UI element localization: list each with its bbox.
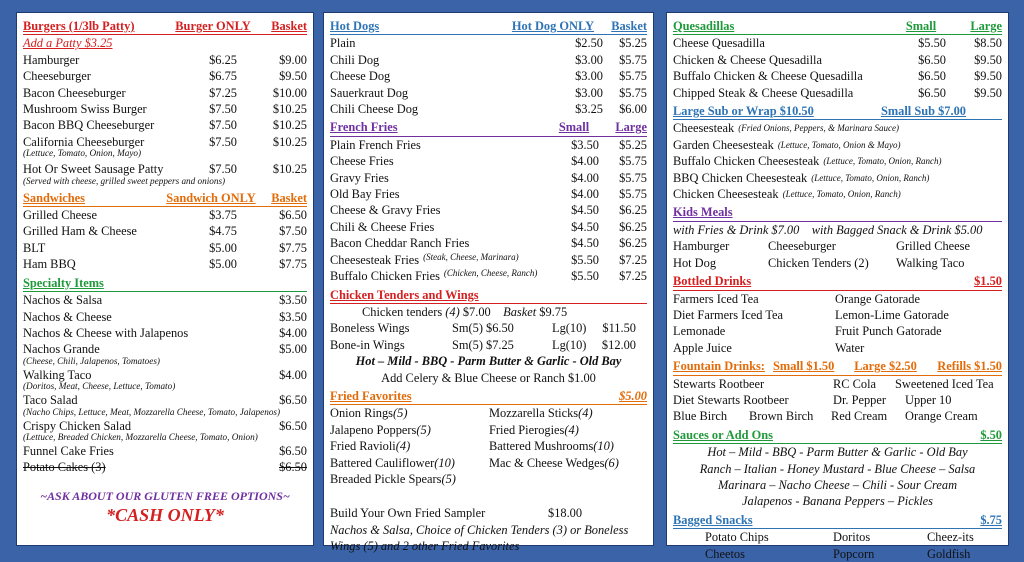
fried-item bbox=[330, 438, 489, 454]
item-name: Bacon Cheddar Ranch Fries bbox=[330, 236, 470, 251]
price-large: $5.25 bbox=[619, 137, 647, 152]
item-note: (Lettuce, Breaded Chicken, Mozzarella Cheese, Tomato, Onion) bbox=[23, 431, 258, 442]
bottled-drink: Water bbox=[835, 340, 865, 355]
menu-item bbox=[330, 101, 647, 117]
item-name: Nachos & Cheese with Jalapenos bbox=[23, 325, 189, 340]
sauce-line: Jalapenos - Banana Peppers – Pickles bbox=[742, 494, 933, 509]
menu-item bbox=[330, 235, 647, 251]
price-small: $7.25 bbox=[209, 85, 237, 100]
item-qty: (10) bbox=[434, 455, 455, 470]
price-large: $6.25 bbox=[619, 203, 647, 218]
menu-item bbox=[23, 85, 307, 101]
item-price: $6.50 bbox=[279, 443, 307, 458]
item-name: Sauerkraut Dog bbox=[330, 85, 409, 100]
price-large: $6.25 bbox=[619, 219, 647, 234]
item-qty: (4) bbox=[395, 439, 411, 454]
price-small: $5.50 bbox=[571, 269, 599, 284]
price-small: $7.50 bbox=[209, 102, 237, 117]
menu-item bbox=[330, 170, 647, 186]
gluten-free-note: ~ASK ABOUT OUR GLUTEN FREE OPTIONS~ bbox=[40, 488, 290, 503]
burgers-header: Burgers (1/3lb Patty) Burger ONLY Basket bbox=[23, 18, 307, 35]
kids-item: Hot Dog bbox=[673, 255, 717, 270]
california-note: (Lettuce, Tomato, Onion, Mayo) bbox=[23, 148, 142, 159]
price-large: $10.25 bbox=[272, 134, 307, 149]
price-large: $5.75 bbox=[619, 52, 647, 67]
price-large: $7.75 bbox=[279, 257, 307, 272]
item-name: Mushroom Swiss Burger bbox=[23, 102, 147, 117]
item-qty: (5) bbox=[393, 406, 408, 421]
price-small: $2.50 bbox=[575, 36, 603, 51]
price-small: $6.25 bbox=[209, 52, 237, 67]
item-name: California Cheeseburger bbox=[23, 134, 145, 149]
item-name: Plain bbox=[330, 36, 356, 51]
sub-item bbox=[673, 170, 1002, 186]
price-small: $4.50 bbox=[571, 219, 599, 234]
specialty-header: Specialty Items bbox=[23, 275, 307, 292]
price-large: $7.25 bbox=[619, 252, 647, 267]
menu-item bbox=[330, 219, 647, 235]
item-note: (Lettuce, Tomato, Onion, Ranch) bbox=[811, 172, 930, 183]
item-name: Hamburger bbox=[23, 52, 80, 67]
item-note: (Lettuce, Tomato, Onion, Ranch) bbox=[782, 189, 901, 200]
price-small: $4.00 bbox=[571, 187, 599, 202]
menu-item bbox=[330, 137, 647, 153]
snack-item: Cheez-its bbox=[927, 530, 974, 545]
item-qty: (6) bbox=[604, 455, 619, 470]
add-patty-note: Add a Patty $3.25 bbox=[23, 36, 113, 51]
item-price: $4.00 bbox=[279, 367, 307, 382]
item-qty: (4) bbox=[564, 422, 579, 437]
price-small: $3.75 bbox=[209, 208, 237, 223]
item-name: Fried Pierogies bbox=[489, 422, 565, 437]
price-small: $3.00 bbox=[575, 69, 603, 84]
fried-item bbox=[489, 438, 619, 454]
menu-item bbox=[23, 52, 307, 68]
fountain-drink: Brown Birch bbox=[749, 409, 814, 424]
menu-item bbox=[330, 186, 647, 202]
fountain-row bbox=[673, 408, 1002, 424]
fountain-header: Fountain Drinks: Small $1.50 Large $2.50 Refills $1.50 bbox=[673, 358, 1002, 375]
sampler-row: Build Your Own Fried Sampler $18.00 bbox=[330, 506, 583, 521]
bottled-drink: Farmers Iced Tea bbox=[673, 291, 759, 306]
kids-options: with Fries & Drink $7.00 with Bagged Snack & Drink $5.00 bbox=[673, 222, 983, 237]
item-name: Mac & Cheese Wedges bbox=[489, 455, 605, 470]
item-name: Nachos Grande bbox=[23, 342, 100, 357]
kids-item: Hamburger bbox=[673, 239, 730, 254]
item-price: $6.50 bbox=[279, 460, 307, 475]
kids-item: Chicken Tenders (2) bbox=[768, 255, 869, 270]
wing-sauces: Hot – Mild - BBQ - Parm Butter & Garlic - Old Bay bbox=[355, 354, 622, 369]
price-large: $7.50 bbox=[279, 224, 307, 239]
item-name: Cheeseburger bbox=[23, 69, 91, 84]
fried-item bbox=[489, 405, 619, 421]
menu-item bbox=[23, 223, 307, 239]
fountain-drink: RC Cola bbox=[833, 376, 877, 391]
price-large: $7.25 bbox=[619, 269, 647, 284]
menu-item bbox=[673, 68, 1002, 84]
fountain-drink: Red Cream bbox=[831, 409, 888, 424]
sub-item bbox=[673, 120, 1002, 136]
menu-item bbox=[23, 325, 307, 341]
item-qty: (5) bbox=[441, 471, 456, 486]
sausage-note: (Served with cheese, grilled sweet peppers and onions) bbox=[23, 175, 226, 186]
fries-header: French Fries Small Large bbox=[330, 119, 647, 136]
item-name: Chili Dog bbox=[330, 52, 380, 67]
menu-item bbox=[23, 207, 307, 223]
kids-item: Walking Taco bbox=[896, 255, 965, 270]
bottled-header: Bottled Drinks $1.50 bbox=[673, 273, 1002, 290]
menu-item bbox=[23, 309, 307, 325]
fountain-drink: Blue Birch bbox=[673, 409, 728, 424]
bottled-drink: Lemon-Lime Gatorade bbox=[835, 307, 949, 322]
item-note: (Nacho Chips, Lettuce, Meat, Mozzarella Cheese, Tomato, Jalapenos) bbox=[23, 406, 281, 417]
price-small: $5.00 bbox=[209, 240, 237, 255]
item-price: $3.50 bbox=[279, 293, 307, 308]
menu-item bbox=[23, 68, 307, 84]
fried-item bbox=[330, 422, 489, 438]
price-large: $5.75 bbox=[619, 154, 647, 169]
sauce-line: Marinara – Nacho Cheese – Chili - Sour Cream bbox=[717, 477, 958, 492]
item-name: Potato Cakes (3) bbox=[23, 460, 106, 475]
menu-item bbox=[23, 101, 307, 117]
item-name: Bacon Cheeseburger bbox=[23, 85, 126, 100]
fountain-drink: Diet Stewarts Rootbeer bbox=[673, 392, 789, 407]
item-note: (Chicken, Cheese, Ranch) bbox=[443, 268, 538, 279]
menu-item bbox=[23, 292, 307, 308]
price-small: $6.50 bbox=[918, 85, 946, 100]
fried-item bbox=[330, 405, 489, 421]
price-large: $7.75 bbox=[279, 240, 307, 255]
price-small: $6.50 bbox=[918, 69, 946, 84]
item-name: Battered Cauliflower bbox=[330, 455, 435, 470]
price-large: $5.75 bbox=[619, 85, 647, 100]
price-large: $9.50 bbox=[279, 69, 307, 84]
cash-only-note: *CASH ONLY* bbox=[106, 505, 224, 526]
item-name: Walking Taco bbox=[23, 367, 92, 382]
snack-item: Doritos bbox=[833, 530, 871, 545]
item-name: Cheese Dog bbox=[330, 69, 391, 84]
snack-item: Popcorn bbox=[833, 546, 875, 561]
price-small: $5.50 bbox=[571, 252, 599, 267]
boneless-wings-row: Boneless Wings Sm(5) $6.50 Lg(10) $11.50 bbox=[330, 321, 636, 336]
sampler-desc: Nachos & Salsa, Choice of Chicken Tenders (3) or Boneless Wings (5) and 2 other Fried Favorites bbox=[330, 522, 629, 554]
price-small: $6.75 bbox=[209, 69, 237, 84]
fountain-row bbox=[673, 392, 1002, 408]
item-name: Funnel Cake Fries bbox=[23, 443, 114, 458]
sub-item bbox=[673, 153, 1002, 169]
snack-item: Cheetos bbox=[705, 546, 745, 561]
price-large: $9.50 bbox=[974, 85, 1002, 100]
menu-item bbox=[330, 153, 647, 169]
price-large: $10.25 bbox=[272, 118, 307, 133]
menu-item bbox=[23, 459, 307, 475]
item-note: (Lettuce, Tomato, Onion, Ranch) bbox=[823, 156, 942, 167]
item-name: Chicken & Cheese Quesadilla bbox=[673, 52, 822, 67]
sandwiches-header: Sandwiches Sandwich ONLY Basket bbox=[23, 190, 307, 207]
item-price: $3.50 bbox=[279, 309, 307, 324]
menu-item bbox=[673, 52, 1002, 68]
menu-item bbox=[673, 85, 1002, 101]
price-large: $9.50 bbox=[974, 52, 1002, 67]
hotdogs-header: Hot Dogs Hot Dog ONLY Basket bbox=[330, 18, 647, 35]
price-small: $4.75 bbox=[209, 224, 237, 239]
item-name: Cheese Fries bbox=[330, 154, 394, 169]
menu-panel-middle bbox=[323, 12, 654, 554]
price-small: $4.00 bbox=[571, 154, 599, 169]
kids-item: Grilled Cheese bbox=[896, 239, 970, 254]
item-name: Taco Salad bbox=[23, 393, 78, 408]
bonein-wings-row: Bone-in Wings Sm(5) $7.25 Lg(10) $12.00 bbox=[330, 337, 636, 352]
bottled-drink: Orange Gatorade bbox=[835, 291, 920, 306]
price-small: $3.00 bbox=[575, 52, 603, 67]
fountain-row bbox=[673, 376, 1002, 392]
item-note: (Lettuce, Tomato, Onion & Mayo) bbox=[777, 139, 901, 150]
price-small: $3.00 bbox=[575, 85, 603, 100]
sub-item bbox=[673, 186, 1002, 202]
fried-item bbox=[330, 471, 489, 487]
menu-item bbox=[23, 443, 307, 459]
menu-item bbox=[23, 117, 307, 133]
item-note: (Doritos, Meat, Cheese, Lettuce, Tomato) bbox=[23, 381, 176, 392]
sub-item bbox=[673, 137, 1002, 153]
bottled-drink: Lemonade bbox=[673, 324, 726, 339]
menu-item bbox=[330, 35, 647, 51]
menu-panel-left bbox=[16, 12, 314, 546]
item-qty: (10) bbox=[593, 439, 614, 454]
price-large: $10.00 bbox=[272, 85, 307, 100]
menu-item bbox=[330, 68, 647, 84]
snack-item: Goldfish bbox=[927, 546, 971, 561]
menu-panel-right bbox=[666, 12, 1009, 561]
menu-item bbox=[23, 256, 307, 272]
item-price: $4.00 bbox=[279, 325, 307, 340]
sauce-line: Ranch – Italian - Honey Mustard - Blue Cheese – Salsa bbox=[699, 461, 976, 476]
item-name: Chipped Steak & Cheese Quesadilla bbox=[673, 85, 854, 100]
item-name: Buffalo Chicken & Cheese Quesadilla bbox=[673, 69, 863, 84]
price-large: $9.50 bbox=[974, 69, 1002, 84]
fountain-drink: Stewarts Rootbeer bbox=[673, 376, 765, 391]
item-name: Breaded Pickle Spears bbox=[330, 471, 442, 486]
bottled-drink: Fruit Punch Gatorade bbox=[835, 324, 942, 339]
item-name: Nachos & Cheese bbox=[23, 309, 112, 324]
price-small: $5.00 bbox=[209, 257, 237, 272]
item-qty: (4) bbox=[578, 406, 593, 421]
item-name: Bacon BBQ Cheeseburger bbox=[23, 118, 155, 133]
price-small: $6.50 bbox=[918, 52, 946, 67]
item-note: (Steak, Cheese, Marinara) bbox=[423, 251, 519, 262]
item-name: Chili Cheese Dog bbox=[330, 102, 419, 117]
fried-item bbox=[330, 455, 489, 471]
price-small: $4.00 bbox=[571, 170, 599, 185]
tenders-header: Chicken Tenders and Wings bbox=[330, 287, 647, 304]
price-large: $6.00 bbox=[619, 102, 647, 117]
price-large: $5.75 bbox=[619, 69, 647, 84]
price-small: $7.50 bbox=[209, 118, 237, 133]
item-name: Gravy Fries bbox=[330, 170, 389, 185]
item-price: $5.00 bbox=[279, 342, 307, 357]
item-name: Chicken Cheesesteak bbox=[673, 187, 779, 202]
menu-item: Hot Or Sweet Sausage Patty $7.50 $10.25 bbox=[23, 162, 307, 177]
item-name: Cheese Quesadilla bbox=[673, 36, 765, 51]
item-name: Chili & Cheese Fries bbox=[330, 219, 435, 234]
item-price: $6.50 bbox=[279, 393, 307, 408]
item-name: Grilled Ham & Cheese bbox=[23, 224, 137, 239]
price-large: $5.75 bbox=[619, 170, 647, 185]
celery-note: Add Celery & Blue Cheese or Ranch $1.00 bbox=[381, 370, 596, 385]
subs-header: Large Sub or Wrap $10.50 Small Sub $7.00 bbox=[673, 103, 1002, 120]
chicken-tenders-row: Chicken tenders (4) $7.00 Basket $9.75 bbox=[362, 304, 568, 319]
price-large: $6.50 bbox=[279, 208, 307, 223]
item-name: Battered Mushrooms bbox=[489, 439, 594, 454]
sauce-line: Hot – Mild - BBQ - Parm Butter & Garlic - Old Bay bbox=[707, 445, 968, 460]
menu-item bbox=[330, 252, 647, 268]
bottled-drink: Diet Farmers Iced Tea bbox=[673, 307, 784, 322]
menu-item bbox=[330, 85, 647, 101]
item-name: Buffalo Chicken Fries bbox=[330, 269, 440, 284]
price-large: $8.50 bbox=[974, 36, 1002, 51]
item-name: Ham BBQ bbox=[23, 257, 76, 272]
price-small: $4.50 bbox=[571, 203, 599, 218]
price-small: $3.25 bbox=[575, 102, 603, 117]
quesadillas-header: Quesadillas Small Large bbox=[673, 18, 1002, 35]
item-qty: (5) bbox=[416, 422, 431, 437]
price-large: $5.75 bbox=[619, 187, 647, 202]
sauces-header: Sauces or Add Ons $.50 bbox=[673, 427, 1002, 444]
item-name: Grilled Cheese bbox=[23, 208, 97, 223]
item-name: Buffalo Chicken Cheesesteak bbox=[673, 154, 820, 169]
price-small: $3.50 bbox=[571, 137, 599, 152]
item-price: $6.50 bbox=[279, 418, 307, 433]
item-name: Onion Rings bbox=[330, 406, 393, 421]
item-name: Cheese & Gravy Fries bbox=[330, 203, 441, 218]
item-name: Jalapeno Poppers bbox=[330, 422, 417, 437]
menu-item bbox=[673, 35, 1002, 51]
price-large: $5.25 bbox=[619, 36, 647, 51]
fountain-drink: Sweetened Iced Tea bbox=[895, 376, 994, 391]
bottled-drink: Apple Juice bbox=[673, 340, 732, 355]
price-small: $4.50 bbox=[571, 236, 599, 251]
fountain-drink: Dr. Pepper bbox=[833, 392, 886, 407]
fountain-drink: Upper 10 bbox=[905, 392, 952, 407]
item-name: Nachos & Salsa bbox=[23, 293, 103, 308]
item-name: Crispy Chicken Salad bbox=[23, 418, 132, 433]
item-name: Mozzarella Sticks bbox=[489, 406, 579, 421]
item-name: Cheesesteak bbox=[673, 121, 735, 136]
menu-item bbox=[330, 268, 647, 284]
kids-header: Kids Meals bbox=[673, 204, 1002, 221]
menu-item bbox=[330, 202, 647, 218]
fried-item bbox=[489, 422, 619, 438]
item-name: Fried Ravioli bbox=[330, 439, 396, 454]
snacks-header: Bagged Snacks $.75 bbox=[673, 512, 1002, 529]
item-name: Cheesesteak Fries bbox=[330, 252, 420, 267]
menu-item bbox=[23, 240, 307, 256]
item-note: (Fried Onions, Peppers, & Marinara Sauce) bbox=[738, 123, 899, 134]
snack-item: Potato Chips bbox=[705, 530, 769, 545]
kids-item: Cheeseburger bbox=[768, 239, 836, 254]
fried-header: Fried Favorites $5.00 bbox=[330, 388, 647, 405]
item-name: Old Bay Fries bbox=[330, 187, 400, 202]
menu-item bbox=[330, 52, 647, 68]
item-name: Garden Cheesesteak bbox=[673, 137, 774, 152]
price-large: $6.25 bbox=[619, 236, 647, 251]
price-small: $7.50 bbox=[209, 134, 237, 149]
item-name: BLT bbox=[23, 240, 46, 255]
fried-item bbox=[489, 455, 619, 471]
price-large: $9.00 bbox=[279, 52, 307, 67]
item-note: (Cheese, Chili, Jalapenos, Tomatoes) bbox=[23, 355, 160, 366]
item-name: Plain French Fries bbox=[330, 137, 421, 152]
item-name: BBQ Chicken Cheesesteak bbox=[673, 170, 808, 185]
price-large: $10.25 bbox=[272, 102, 307, 117]
price-small: $5.50 bbox=[918, 36, 946, 51]
fountain-drink: Orange Cream bbox=[905, 409, 978, 424]
